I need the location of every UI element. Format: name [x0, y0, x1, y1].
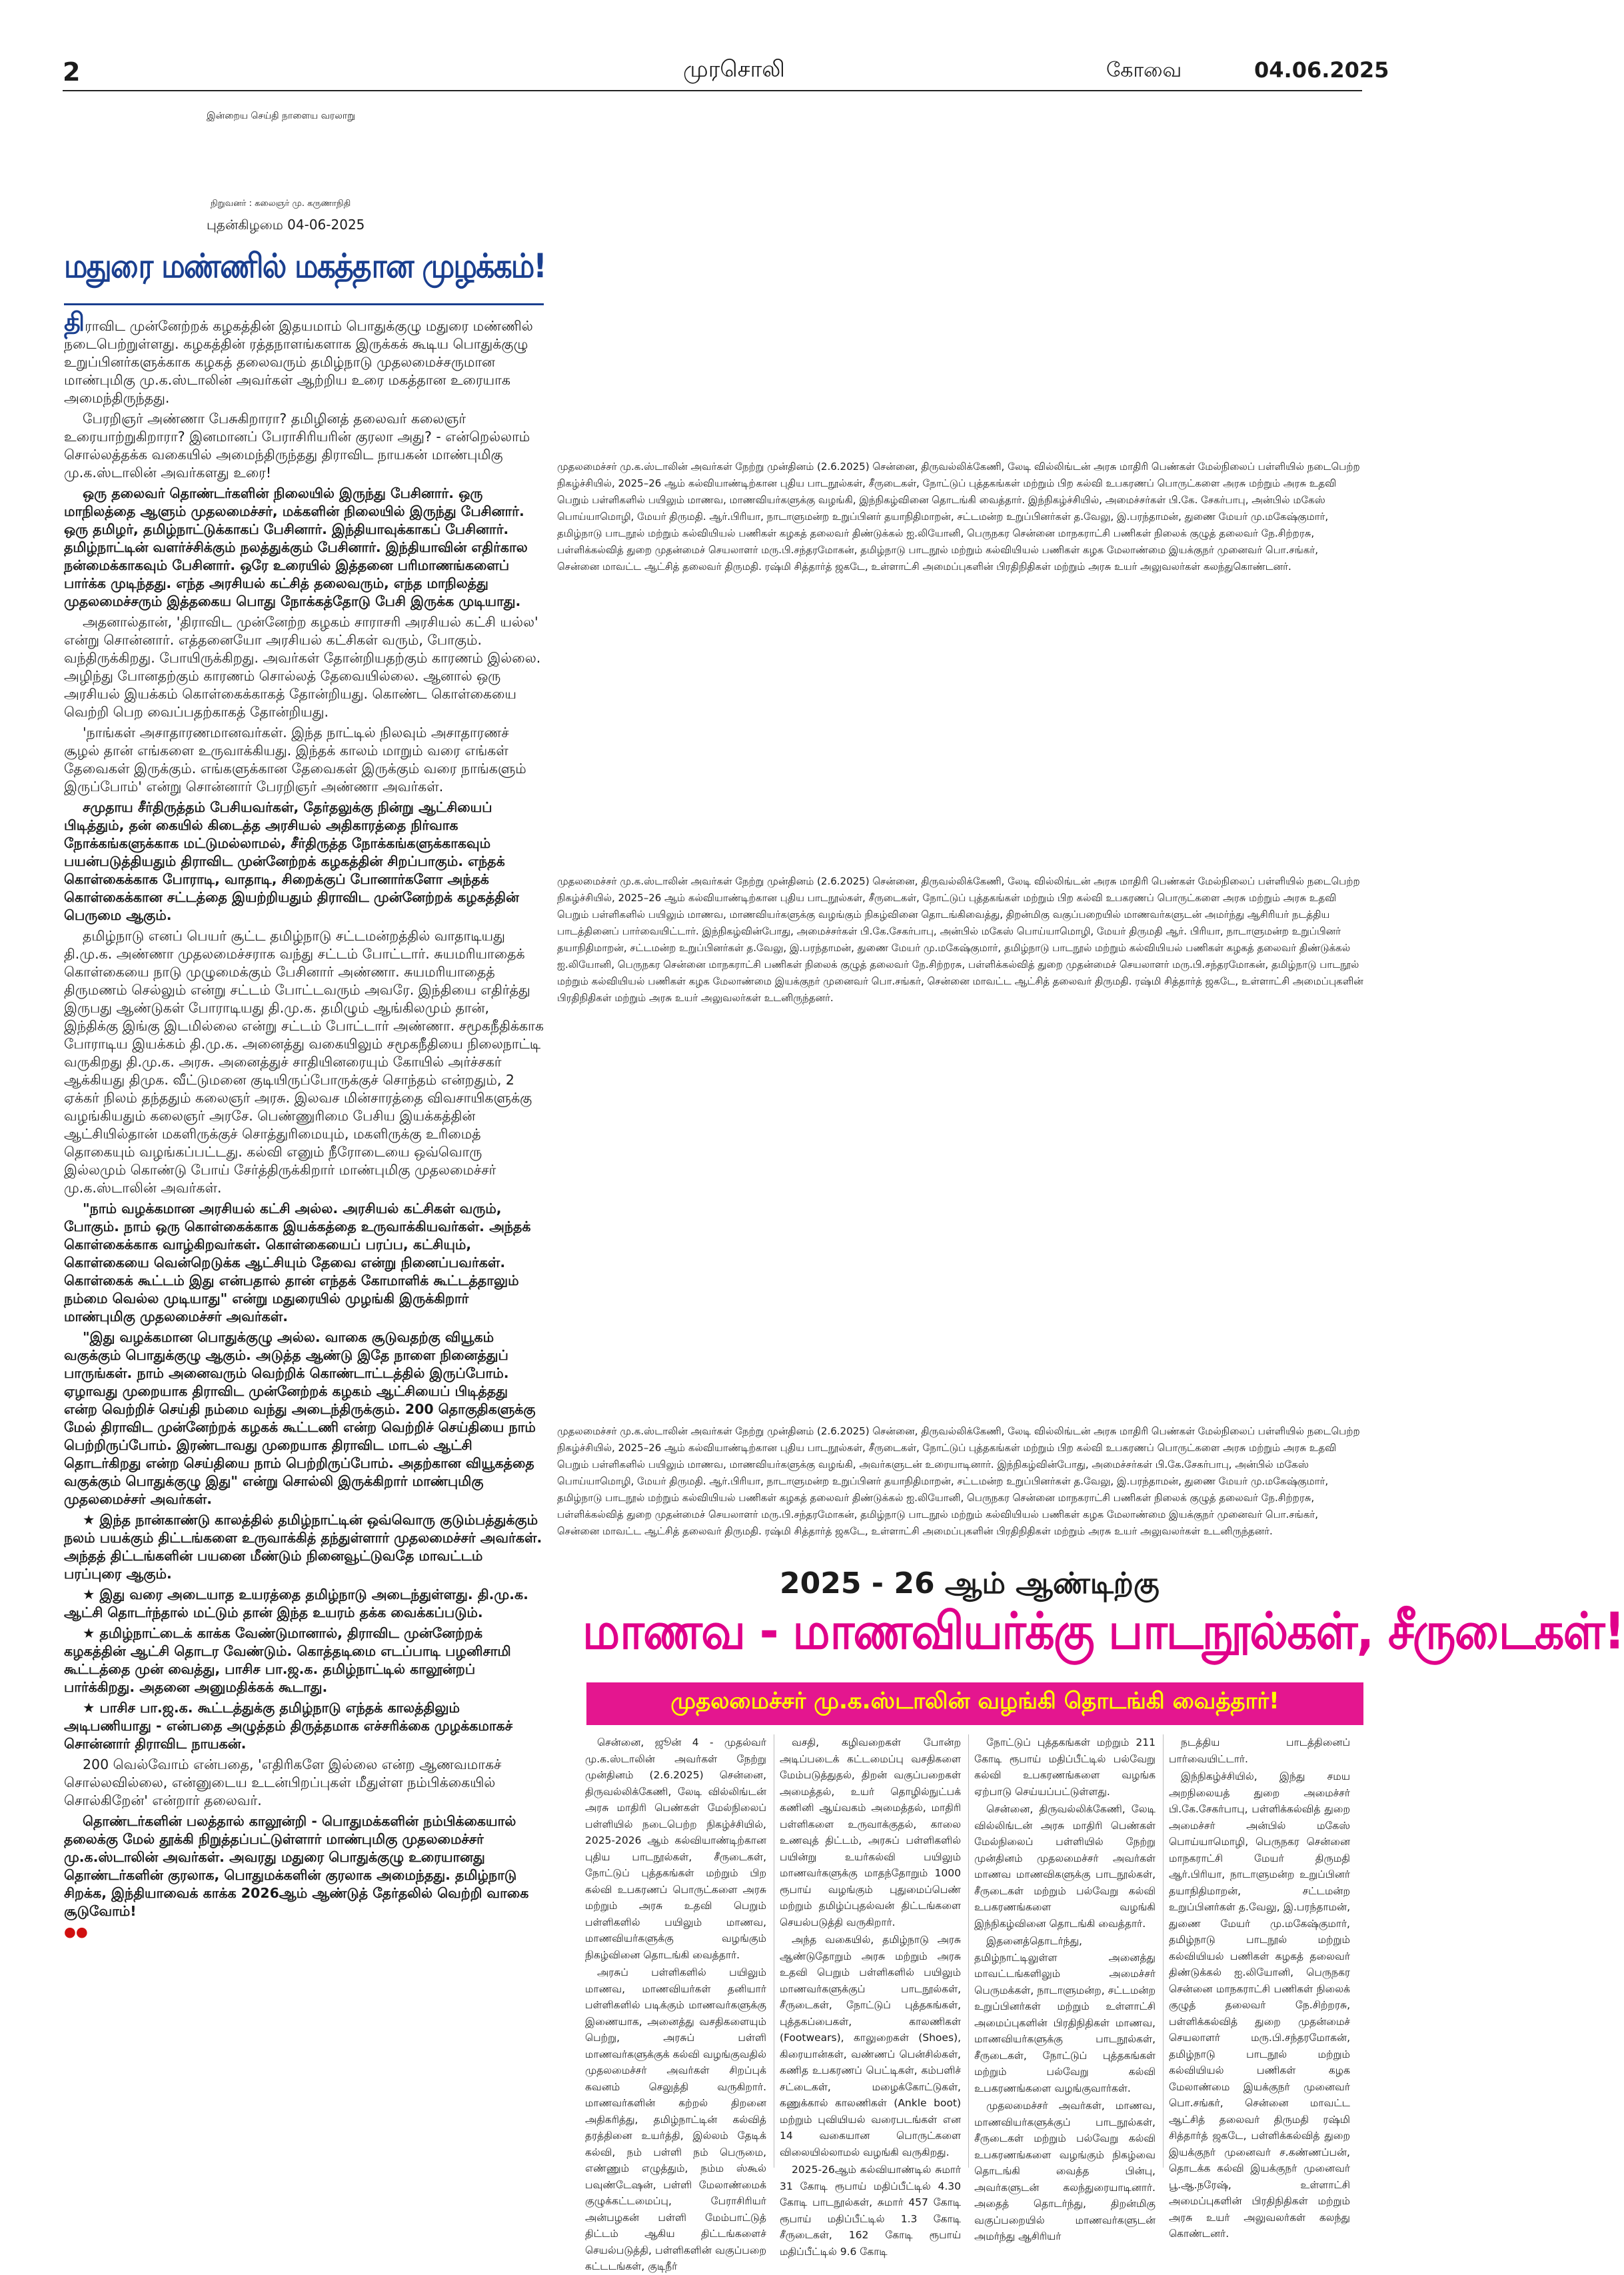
news-paragraph: சென்னை, ஜூன் 4 - முதல்வர் மு.க.ஸ்டாலின் அவர்கள் நேற்று முன்தினம் (2.6.2025) சென்னை, திருவல்லிக்கேணி, லேடி வில்லிங்டன் அரசு மாதிரி பெண்கள் மேல்நிலைப் பள்ளியில் நடைபெற்ற நிகழ்ச்சியில், 2025-2026 ஆம் கல்வியாண்டிற்கான புதிய பாடநூல்கள், சீருடைகள், நோட்டுப் புத்தகங்கள் மற்றும் பிற கல்வி உபகரணப் பொருட்களை அரசு மற்றும் அரசு உதவி பெறும் பள்ளிகளில் பயிலும் மாணவ, மாணவியர்களுக்கு வழங்கும் நிகழ்வினை தொடங்கி வைத்தார். [585, 1736, 766, 1961]
edition-date: 04.06.2025 [1254, 57, 1389, 83]
photo-caption: முதலமைச்சர் மு.க.ஸ்டாலின் அவர்கள் நேற்று முன்தினம் (2.6.2025) சென்னை, திருவல்லிக்கேணி, லேடி வில்லிங்டன் அரசு மாதிரி பெண்கள் மேல்நிலைப் பள்ளியில் நடைபெற்ற நிகழ்ச்சியில், 2025–26 ஆம் கல்வியாண்டிற்கான புதிய பாடநூல்கள், சீருடைகள், நோட்டுப் புத்தகங்கள் மற்றும் பிற கல்வி உபகரணப் பொருட்களை அரசு மற்றும் அரசு உதவி பெறும் பள்ளிகளில் பயிலும் மாணவ, மாணவியர்களுக்கு வழங்கி, இந்நிகழ்வினை தொடங்கி வைத்தார். இந்நிகழ்ச்சியில், அமைச்சர்கள் பி.கே. சேகர்பாபு, அன்பில் மகேஸ் பொய்யாமொழி, மேயர் திருமதி. ஆர்.பிரியா, நாடாளுமன்ற உறுப்பினர் தயாநிதிமாறன், சட்டமன்ற உறுப்பினர்கள் த.வேலு, இ.பரந்தாமன், துணை மேயர் மு.மகேஷ்குமார், தமிழ்நாடு பாடநூல் மற்றும் கல்வியியல் பணிகள் கழகத் தலைவர் திண்டுக்கல் ஐ.லியோனி, பெருநகர சென்னை மாநகராட்சி பணிகள் நிலைக் குழுத் தலைவர் நே.சிற்றரசு, பள்ளிக்கல்வித் துறை முதன்மைச் செயலாளர் மரு.பி.சந்தரமோகன், தமிழ்நாடு பாடநூல் மற்றும் கல்வியியல் பணிகள் கழக மேலாண்மை இயக்குநர் முனைவர் பொ.சங்கர், சென்னை மாவட்ட ஆட்சித் தலைவர் திருமதி. ரஷ்மி சித்தார்த் ஜகடே, உள்ளாட்சி அமைப்புகளின் பிரதிநிதிகள் மற்றும் அரசு உயர் அலுவலர்கள் கலந்துகொண்டனர். [557, 461, 1360, 573]
news-paragraph: அரசுப் பள்ளிகளில் பயிலும் மாணவ, மாணவியர்கள் தனியார் பள்ளிகளில் படிக்கும் மாணவர்களுக்கு இணையாக, அனைத்து வசதிகளையும் பெற்று, அரசுப் பள்ளி மாணவர்களுக்குக் கல்வி வழங்குவதில் முதலமைச்சர் அவர்கள் சிறப்புக் கவனம் செலுத்தி வருகிறார். மாணவர்களின் கற்றல் திறனை அதிகரித்து, தமிழ்நாட்டின் கல்வித் தரத்தினை உயர்த்தி, இல்லம் தேடிக் கல்வி, நம் பள்ளி நம் பெருமை, எண்ணும் எழுத்தும், நம்ம ஸ்கூல் பவுண்டேஷன், பள்ளி மேலாண்மைக் குழுக்கட்டமைப்பு, பேராசிரியர் அன்பழகன் பள்ளி மேம்பாட்டுத் திட்டம் ஆகிய திட்டங்களைச் செயல்படுத்தி, பள்ளிகளின் வகுப்பறை கட்டடங்கள், குடிநீர் [585, 1966, 766, 2272]
news-column [585, 1734, 766, 2272]
editorial-body [64, 307, 544, 2153]
news-paragraph: 2025-26ஆம் கல்வியாண்டில் சுமார் 31 கோடி ரூபாய் மதிப்பீட்டில் 4.30 கோடி பாடநூல்கள், சுமார் 457 கோடி ரூபாய் மதிப்பீட்டில் 1.3 கோடி சீருடைகள், 162 கோடி ரூபாய் மதிப்பீட்டில் 9.6 கோடி [780, 2164, 961, 2258]
header-divider [63, 90, 1362, 91]
news-paragraph: முதலமைச்சர் அவர்கள், மாணவ, மாணவியர்களுக்குப் பாடநூல்கள், சீருடைகள் மற்றும் பல்வேறு கல்வி உபகரணங்களை வழங்கும் நிகழ்வை தொடங்கி வைத்த பின்பு, அவர்களுடன் கலந்துரையாடினார். அதைத் தொடர்ந்து, திறன்மிகு வகுப்பறையில் மாணவர்களுடன் அமர்ந்து ஆசிரியர் [974, 2100, 1156, 2242]
editorial-paragraph: 'நாங்கள் அசாதாரணமானவர்கள். இந்த நாட்டில் நிலவும் அசாதாரணச் சூழல் தான் எங்களை உருவாக்கியது. இந்தக் காலம் மாறும் வரை எங்கள் தேவைகள் இருக்கும். எங்களுக்கான தேவைகள் இருக்கும் வரை நாங்களும் இருப்போம்' என்று சொன்னார் பேரறிஞர் அண்ணா அவர்கள். [64, 725, 526, 795]
editorial-paragraph: தொண்டர்களின் பலத்தால் காலூன்றி - பொதுமக்களின் நம்பிக்கையால் தலைக்கு மேல் தூக்கி நிறுத்தப்பட்டுள்ளார் மாண்புமிகு முதலமைச்சர் மு.க.ஸ்டாலின் அவர்கள். அவரது மதுரை பொதுக்குழு உரையானது தொண்டர்களின் குரலாக, பொதுமக்களின் குரலாக அமைந்தது. தமிழ்நாடு சிறக்க, இந்தியாவைக் காக்க 2026ஆம் ஆண்டுத் தேர்தலில் வெற்றி வாகை சூடுவோம்! [64, 1813, 529, 1919]
news-paragraph: நோட்டுப் புத்தகங்கள் மற்றும் 211 கோடி ரூபாய் மதிப்பீட்டில் பல்வேறு கல்வி உபகரணங்களை வழங்க ஏற்பாடு செய்யப்பட்டுள்ளது. [974, 1736, 1156, 1798]
news-column [1169, 1734, 1350, 2240]
drop-cap: தி [64, 307, 85, 337]
editorial-paragraph: பேரறிஞர் அண்ணா பேசுகிறாரா? தமிழினத் தலைவர் கலைஞர் உரையாற்றுகிறாரா? இனமானப் பேராசிரியரின் குரலா அது? - என்றெல்லாம் சொல்லத்தக்க வகையில் அமைந்திருந்தது திராவிட நாயகன் மாண்புமிகு மு.க.ஸ்டாலின் அவர்களது உரை! [64, 411, 530, 481]
newspaper-name: முரசொலி [683, 56, 785, 83]
editorial-headline: மதுரை மண்ணில் மகத்தான முழக்கம்! [64, 247, 546, 285]
column-divider [1163, 1734, 1164, 2168]
news-paragraph: நடத்திய பாடத்தினைப் பார்வையிட்டார். [1169, 1736, 1350, 1765]
news-paragraph: இந்நிகழ்ச்சியில், இந்து சமய அறநிலையத் துறை அமைச்சர் பி.கே.சேகர்பாபு, பள்ளிக்கல்வித் துறை அமைச்சர் அன்பில் மகேஸ் பொய்யாமொழி, பெருநகர சென்னை மாநகராட்சி மேயர் திருமதி ஆர்.பிரியா, நாடாளுமன்ற உறுப்பினர் தயாநிதிமாறன், சட்டமன்ற உறுப்பினர்கள் த.வேலு, இ.பரந்தாமன், துணை மேயர் மு.மகேஷ்குமார், தமிழ்நாடு பாடநூல் மற்றும் கல்வியியல் பணிகள் கழகத் தலைவர் திண்டுக்கல் ஐ.லியோனி, பெருநகர சென்னை மாநகராட்சி பணிகள் நிலைக் குழுத் தலைவர் நே.சிற்றரசு, பள்ளிக்கல்வித் துறை முதன்மைச் செயலாளர் மரு.பி.சந்தரமோகன், தமிழ்நாடு பாடநூல் மற்றும் கல்வியியல் பணிகள் கழக மேலாண்மை இயக்குநர் முனைவர் பொ.சங்கர், சென்னை மாவட்ட ஆட்சித் தலைவர் திருமதி ரஷ்மி சித்தார்த் ஜகடே, பள்ளிக்கல்வித் துறை இயக்குநர் முனைவர் ச.கண்ணப்பன், தொடக்க கல்வி இயக்குநர் முனைவர் பூ.ஆ.நரேஷ், உள்ளாட்சி அமைப்புகளின் பிரதிநிதிகள் மற்றும் அரசு உயர் அலுவலர்கள் கலந்து கொண்டனர். [1169, 1770, 1350, 2240]
editorial-date: புதன்கிழமை 04-06-2025 [207, 217, 365, 233]
editorial-paragraph: ஒரு தலைவர் தொண்டர்களின் நிலையில் இருந்து பேசினார். ஒரு மாநிலத்தை ஆளும் முதலமைச்சர், மக்களின் நிலையில் இருந்து பேசினார். ஒரு தமிழர், தமிழ்நாட்டுக்காகப் பேசினார். இந்தியாவுக்காகப் பேசினார். தமிழ்நாட்டின் வளர்ச்சிக்கும் நலத்துக்கும் பேசினார். இந்தியாவின் எதிர்கால நன்மைக்காகவும் பேசினார். ஒரே உரையில் இத்தனை பரிமாணங்களைப் பார்க்க முடிந்தது. எந்த அரசியல் கட்சித் தலைவரும், எந்த மாநிலத்து முதலமைச்சரும் இத்தகைய பொது நோக்கத்தோடு பேசி இருக்க முடியாது. [64, 485, 528, 609]
news-headline: மாணவ - மாணவியர்க்கு பாடநூல்கள், சீருடைகள்! [582, 1601, 1624, 1660]
news-paragraph: சென்னை, திருவல்லிக்கேணி, லேடி வில்லிங்டன் அரசு மாதிரி பெண்கள் மேல்நிலைப் பள்ளியில் நேற்று முன்தினம் முதலமைச்சர் அவர்கள் மாணவ மாணவிகளுக்கு பாடநூல்கள், சீருடைகள் மற்றும் பல்வேறு கல்வி உபகரணங்களை வழங்கி இந்நிகழ்வினை தொடங்கி வைத்தார். [974, 1803, 1156, 1930]
news-column [780, 1734, 961, 2258]
photo-caption: முதலமைச்சர் மு.க.ஸ்டாலின் அவர்கள் நேற்று முன்தினம் (2.6.2025) சென்னை, திருவல்லிக்கேணி, லேடி வில்லிங்டன் அரசு மாதிரி பெண்கள் மேல்நிலைப் பள்ளியில் நடைபெற்ற நிகழ்ச்சியில், 2025–26 ஆம் கல்வியாண்டிற்கான புதிய பாடநூல்கள், சீருடைகள், நோட்டுப் புத்தகங்கள் மற்றும் பிற கல்வி உபகரணப் பொருட்களை அரசு மற்றும் அரசு உதவி பெறும் பள்ளிகளில் பயிலும் மாணவ, மாணவியர்களுக்கு வழங்கும் நிகழ்வினை தொடங்கிவைத்து, திறன்மிகு வகுப்பறையில் மாணவர்களுடன் அமர்ந்து ஆசிரியர் நடத்திய பாடத்தினைப் பார்வையிட்டார். இந்நிகழ்வின்போது, அமைச்சர்கள் பி.கே.சேகர்பாபு, அன்பில் மகேஸ் பொய்யாமொழி, மேயர் திருமதி ஆர். பிரியா, நாடாளுமன்ற உறுப்பினர் தயாநிதிமாறன், சட்டமன்ற உறுப்பினர்கள் த.வேலு, இ.பரந்தாமன், துணை மேயர் மு.மகேஷ்குமார், தமிழ்நாடு பாடநூல் மற்றும் கல்வியியல் பணிகள் கழகத் தலைவர் திண்டுக்கல் ஐ.லியோனி, பெருநகர சென்னை மாநகராட்சி பணிகள் நிலைக் குழுத் தலைவர் நே.சிற்றரசு, பள்ளிக்கல்வித் துறை முதன்மைச் செயலாளர் மரு.பி.சந்தரமோகன், தமிழ்நாடு பாடநூல் மற்றும் கல்வியியல் பணிகள் கழக மேலாண்மை இயக்குநர் முனைவர் பொ.சங்கர், சென்னை மாவட்ட ஆட்சித் தலைவர் திருமதி. ரஷ்மி சித்தார்த் ஜகடே, உள்ளாட்சி அமைப்புகளின் பிரதிநிதிகள் மற்றும் அரசு உயர் அலுவலர்கள் உடனிருந்தனர். [557, 875, 1363, 1004]
photo-caption: முதலமைச்சர் மு.க.ஸ்டாலின் அவர்கள் நேற்று முன்தினம் (2.6.2025) சென்னை, திருவல்லிக்கேணி, லேடி வில்லிங்டன் அரசு மாதிரி பெண்கள் மேல்நிலைப் பள்ளியில் நடைபெற்ற நிகழ்ச்சியில், 2025–26 ஆம் கல்வியாண்டிற்கான புதிய பாடநூல்கள், சீருடைகள், நோட்டுப் புத்தகங்கள் மற்றும் பிற கல்வி உபகரணப் பொருட்களை அரசு மற்றும் அரசு உதவி பெறும் பள்ளிகளில் பயிலும் மாணவ, மாணவியர்களுக்கு வழங்கி, அவர்களுடன் உரையாடினார். இந்நிகழ்வின்போது, அமைச்சர்கள் பி.கே.சேகர்பாபு, அன்பில் மகேஸ் பொய்யாமொழி, மேயர் திருமதி. ஆர்.பிரியா, நாடாளுமன்ற உறுப்பினர் தயாநிதிமாறன், சட்டமன்ற உறுப்பினர்கள் த.வேலு, இ.பரந்தாமன், துணை மேயர் மு.மகேஷ்குமார், தமிழ்நாடு பாடநூல் மற்றும் கல்வியியல் பணிகள் கழகத் தலைவர் திண்டுக்கல் ஐ.லியோனி, பெருநகர சென்னை மாநகராட்சி பணிகள் நிலைக் குழுத் தலைவர் நே.சிற்றரசு, பள்ளிக்கல்வித் துறை முதன்மைச் செயலாளர் மரு.பி.சந்தரமோகன், தமிழ்நாடு பாடநூல் மற்றும் கல்வியியல் பணிகள் கழக மேலாண்மை இயக்குநர் முனைவர் பொ.சங்கர், சென்னை மாவட்ட ஆட்சித் தலைவர் திருமதி. ரஷ்மி சித்தார்த் ஜகடே, உள்ளாட்சி அமைப்புகளின் பிரதிநிதிகள் மற்றும் அரசு உயர் அலுவலர்கள் உடனிருந்தனர். [557, 1425, 1360, 1537]
editorial-paragraph: "நாம் வழக்கமான அரசியல் கட்சி அல்ல. அரசியல் கட்சிகள் வரும், போகும். நாம் ஒரு கொள்கைக்காக இயக்கத்தை உருவாக்கியவர்கள். அந்தக் கொள்கைக்காக வாழ்கிறவர்கள். கொள்கையைப் பரப்ப, கட்சியும், கொள்கையை வென்றெடுக்க ஆட்சியும் தேவை என்று நினைப்பவர்கள். கொள்கைக் கூட்டம் இது என்பதால் தான் எந்தக் கோமாளிக் கூட்டத்தாலும் நம்மை வெல்ல முடியாது" என்று மதுரையில் முழங்கி இருக்கிறார் மாண்புமிகு முதலமைச்சர் அவர்கள். [64, 1200, 531, 1324]
page-number: 2 [63, 57, 81, 87]
editorial-headline-rule [64, 303, 544, 305]
news-kicker: 2025 - 26 ஆம் ஆண்டிற்கு [780, 1566, 1160, 1600]
editorial-paragraph: ★ இது வரை அடையாத உயரத்தை தமிழ்நாடு அடைந்துள்ளது. தி.மு.க. ஆட்சி தொடர்ந்தால் மட்டும் தான் இந்த உயரம் தக்க வைக்கப்படும். [64, 1586, 528, 1620]
news-paragraph: வசதி, கழிவறைகள் போன்ற அடிப்படைக் கட்டமைப்பு வசதிகளை மேம்படுத்துதல், திறன் வகுப்பறைகள் அமைத்தல், உயர் தொழில்நுட்பக் கணினி ஆய்வகம் அமைத்தல், மாதிரி பள்ளிகளை உருவாக்குதல், காலை உணவுத் திட்டம், அரசுப் பள்ளிகளில் பயின்று உயர்கல்வி பயிலும் மாணவர்களுக்கு மாதந்தோறும் 1000 ரூபாய் வழங்கும் புதுமைப்பெண் மற்றும் தமிழ்ப்புதல்வன் திட்டங்களை செயல்படுத்தி வருகிறார். [780, 1736, 961, 1928]
editorial-paragraph: அதனால்தான், 'திராவிட முன்னேற்ற கழகம் சாராசரி அரசியல் கட்சி யல்ல' என்று சொன்னார். எத்தனையோ அரசியல் கட்சிகள் வரும், போகும். வந்திருக்கிறது. போயிருக்கிறது. அவர்கள் தோன்றியதற்கும் காரணம் இல்லை. அழிந்து போனதற்கும் காரணம் சொல்லத் தேவையில்லை. ஆனால் ஒரு அரசியல் இயக்கம் கொள்கைக்காகத் தோன்றியது. கொண்ட கொள்கையை வெற்றி பெற வைப்பதற்காகத் தோன்றியது. [64, 614, 541, 720]
editorial-end-mark: ●● [64, 1924, 88, 1940]
editorial-paragraph: தமிழ்நாடு எனப் பெயர் சூட்ட தமிழ்நாடு சட்டமன்றத்தில் வாதாடியது தி.மு.க. அண்ணா முதலமைச்சராக வந்து சட்டம் போட்டார். சுயமரியாதைக் கொள்கையை நாடு முழுமைக்கும் பேசினார் அண்ணா. சுயமரியாதைத் திருமணம் செல்லும் என்று சட்டம் போட்டவரும் அவரே. இந்தியை எதிர்த்து இருபது ஆண்டுகள் போராடியது தி.மு.க. தமிழும் ஆங்கிலமும் தான், இந்திக்கு இங்கு இடமில்லை என்று சட்டம் போட்டார் அண்ணா. சமூகநீதிக்காக போராடிய இயக்கம் தி.மு.க. அனைத்து வகையிலும் சமூகநீதியை நிலைநாட்டி வருகிறது தி.மு.க. அரசு. அனைத்துச் சாதியினரையும் கோயில் அர்ச்சகர் ஆக்கியது திமுக. வீட்டுமனை குடியிருப்போருக்குச் சொந்தம் என்றதும், 2 ஏக்கர் நிலம் தந்ததும் கலைஞர் அரசு. இலவச மின்சாரத்தை விவசாயிகளுக்கு வழங்கியதும் கலைஞர் அரசே. பெண்ணுரிமை பேசிய இயக்கத்தின் ஆட்சியில்தான் மகளிருக்குச் சொத்துரிமையும், மகளிருக்கு உரிமைத் தொகையும் வழங்கப்பட்டது. கல்வி எனும் நீரோடையை ஒவ்வொரு இல்லமும் கொண்டு போய் சேர்த்திருக்கிறார் மாண்புமிகு முதலமைச்சர் மு.க.ஸ்டாலின் அவர்கள். [64, 928, 544, 1196]
edition-city: கோவை [1106, 59, 1182, 82]
editorial-tagline: இன்றைய செய்தி நாளைய வரலாறு [207, 111, 355, 121]
founder-line: நிறுவனர் : கலைஞர் மு. கருணாநிதி [211, 199, 351, 209]
news-paragraph: இதனைத்தொடர்ந்து, தமிழ்நாட்டிலுள்ள அனைத்து மாவட்டங்களிலும் அமைச்சர் பெருமக்கள், நாடாளுமன்ற, சட்டமன்ற உறுப்பினர்கள் மற்றும் உள்ளாட்சி அமைப்புகளின் பிரதிநிதிகள் மாணவ, மாணவியர்களுக்கு பாடநூல்கள், சீருடைகள், நோட்டுப் புத்தகங்கள் மற்றும் பல்வேறு கல்வி உபகரணங்களை வழங்குவார்கள். [974, 1935, 1156, 2094]
news-column [974, 1734, 1156, 2242]
editorial-paragraph: திராவிட முன்னேற்றக் கழகத்தின் இதயமாம் பொதுக்குழு மதுரை மண்ணில் நடைபெற்றுள்ளது. கழகத்தின் ரத்தநாளங்களாக இருக்கக் கூடிய பொதுக்குழு உறுப்பினர்களுக்காக கழகத் தலைவரும் தமிழ்நாடு முதலமைச்சருமான மாண்புமிகு மு.க.ஸ்டாலின் அவர்கள் ஆற்றிய உரை மகத்தான உரையாக அமைந்திருந்தது. [64, 307, 533, 406]
column-divider [968, 1734, 969, 2168]
editorial-paragraph: 200 வெல்வோம் என்பதை, 'எதிரிகளே இல்லை என்ற ஆணவமாகச் சொல்லவில்லை, என்னுடைய உடன்பிறப்புகள் மீதுள்ள நம்பிக்கையில் சொல்கிறேன்' என்றார் தலைவர். [64, 1756, 502, 1808]
editorial-paragraph: சமுதாய சீர்திருத்தம் பேசியவர்கள், தேர்தலுக்கு நின்று ஆட்சியைப் பிடித்தும், தன் கையில் கிடைத்த அரசியல் அதிகாரத்தை நிர்வாக நோக்கங்களுக்காக மட்டுமல்லாமல், சீர்திருத்த நோக்கங்களுக்காகவும் பயன்படுத்தியதும் திராவிட முன்னேற்றக் கழகத்தின் சிறப்பாகும். எந்தக் கொள்கைக்காக போராடி, வாதாடி, சிறைக்குப் போனார்களோ அந்தக் கொள்கைக்கான சட்டத்தை இயற்றியதும் திராவிட முன்னேற்றக் கழகத்தின் பெருமை ஆகும். [64, 799, 519, 923]
editorial-paragraph: ★ பாசிச பா.ஜ.க. கூட்டத்துக்கு தமிழ்நாடு எந்தக் காலத்திலும் அடிபணியாது - என்பதை அழுத்தம் திருத்தமாக எச்சரிக்கை முழக்கமாகச் சொன்னார் திராவிட நாயகன். [64, 1700, 513, 1752]
editorial-paragraph: "இது வழக்கமான பொதுக்குழு அல்ல. வாகை சூடுவதற்கு வியூகம் வகுக்கும் பொதுக்குழு ஆகும். அடுத்த ஆண்டு இதே நாளை நினைத்துப் பாருங்கள். நாம் அனைவரும் வெற்றிக் கொண்டாட்டத்தில் இருப்போம். ஏழாவது முறையாக திராவிட முன்னேற்றக் கழகம் ஆட்சியைப் பிடித்தது என்ற வெற்றிச் செய்தி நம்மை வந்து அடைந்திருக்கும். 200 தொகுதிகளுக்கு மேல் திராவிட முன்னேற்றக் கழகக் கூட்டணி என்ற வெற்றிச் செய்தியை நாம் பெற்றிருப்போம். இரண்டாவது முறையாக திராவிட மாடல் ஆட்சி தொடர்கிறது என்ற செய்தியை நாம் பெற்றிருப்போம். அதற்கான வியூகத்தை வகுக்கும் பொதுக்குழு இது" என்று சொல்லி இருக்கிறார் மாண்புமிகு முதலமைச்சர் அவர்கள். [64, 1329, 536, 1507]
editorial-paragraph: ★ தமிழ்நாட்டைக் காக்க வேண்டுமானால், திராவிட முன்னேற்றக் கழகத்தின் ஆட்சி தொடர வேண்டும். கொத்தடிமை எடப்பாடி பழனிசாமி கூட்டத்தை முன் வைத்து, பாசிச பா.ஜ.க. தமிழ்நாட்டில் காலூன்றப் பார்க்கிறது. அதனை அனுமதிக்கக் கூடாது. [64, 1625, 511, 1695]
editorial-paragraph: ★ இந்த நான்காண்டு காலத்தில் தமிழ்நாட்டின் ஒவ்வொரு குடும்பத்துக்கும் நலம் பயக்கும் திட்டங்களை உருவாக்கித் தந்துள்ளார் முதலமைச்சர் அவர்கள். அந்தத் திட்டங்களின் பயனை மீண்டும் நினைவூட்டுவதே மாவட்டம் பரப்புரை ஆகும். [64, 1512, 542, 1582]
news-paragraph: அந்த வகையில், தமிழ்நாடு அரசு ஆண்டுதோறும் அரசு மற்றும் அரசு உதவி பெறும் பள்ளிகளில் பயிலும் மாணவர்களுக்குப் பாடநூல்கள், சீருடைகள், நோட்டுப் புத்தகங்கள், புத்தகப்பைகள், காலணிகள் (Footwears), காலுறைகள் (Shoes), கிரையான்கள், வண்ணப் பென்சில்கள், கணித உபகரணப் பெட்டிகள், கம்பளிச் சட்டைகள், மழைக்கோட்டுகள், கணுக்கால் காலணிகள் (Ankle boot) மற்றும் புவியியல் வரைபடங்கள் என 14 வகையான பொருட்களை விலையில்லாமல் வழங்கி வருகிறது. [780, 1934, 961, 2158]
news-subhead: முதலமைச்சர் மு.க.ஸ்டாலின் வழங்கி தொடங்கி வைத்தார்! [670, 1688, 1279, 1714]
